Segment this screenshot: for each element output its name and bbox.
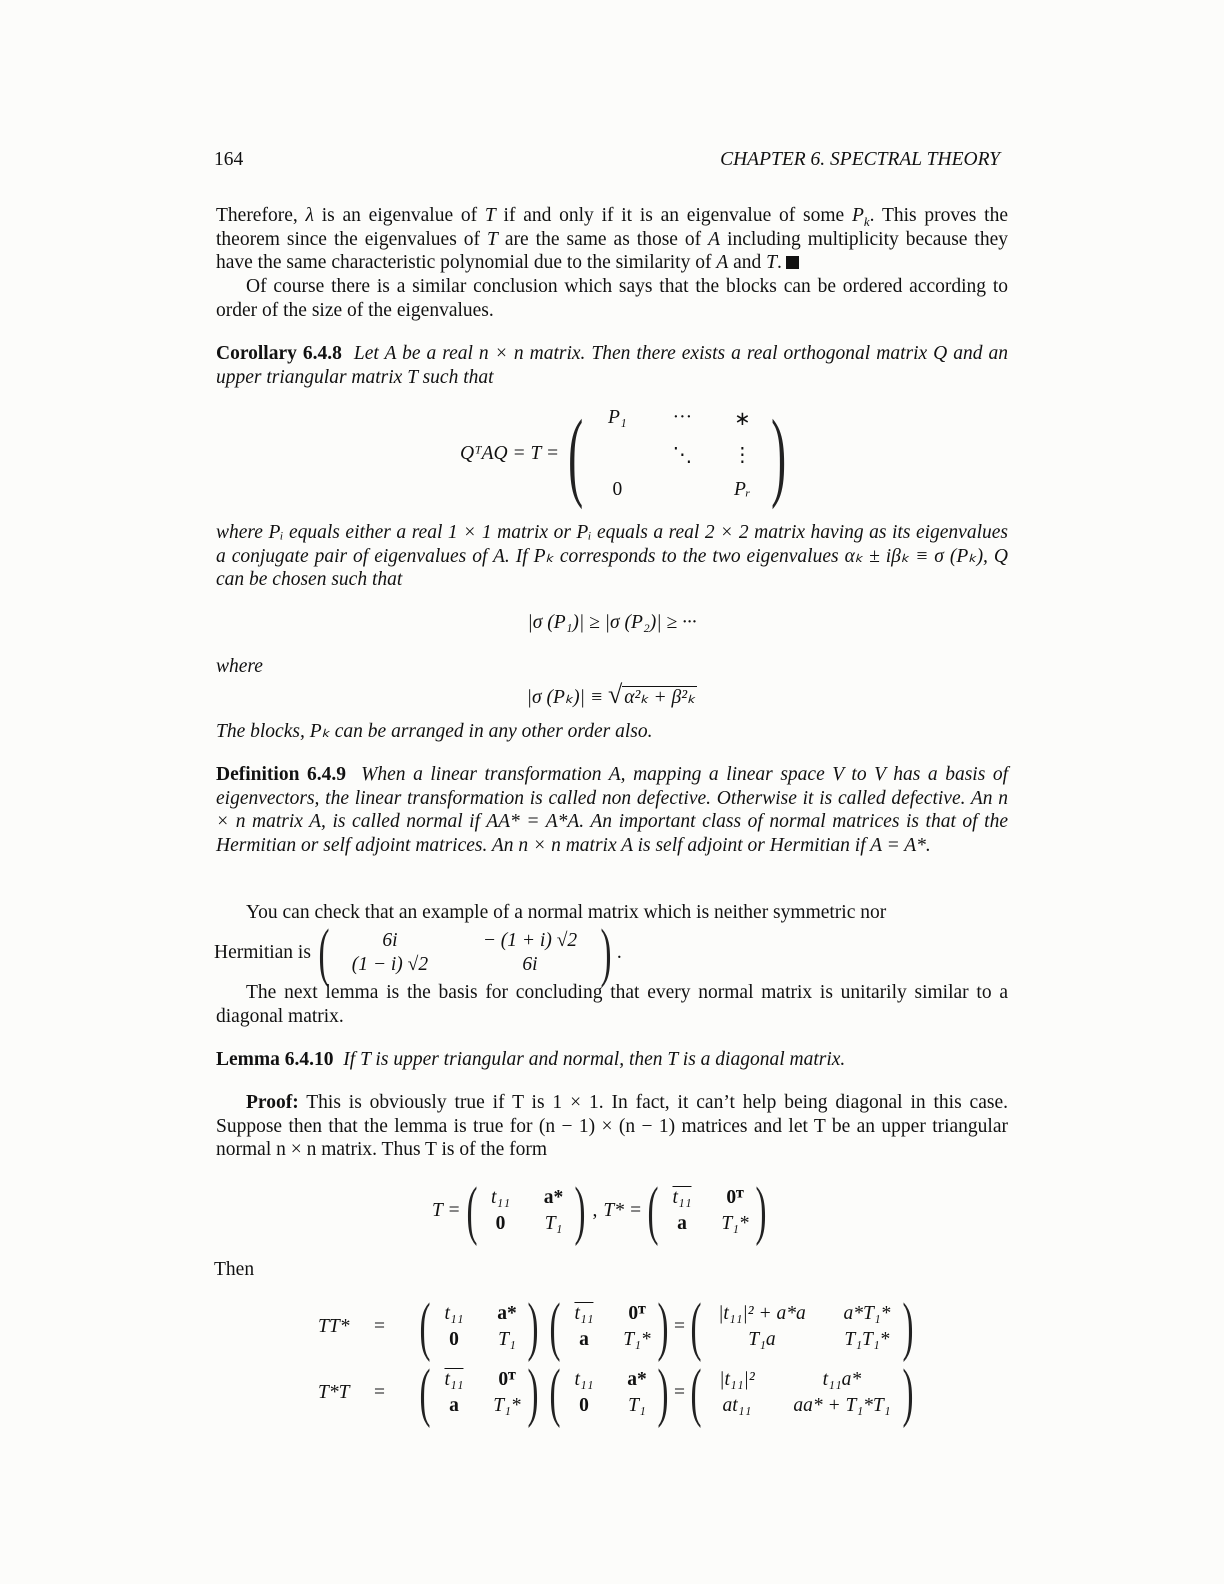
right-paren: ) [755, 1174, 767, 1247]
text: is an eigenvalue of [313, 205, 485, 226]
running-title: CHAPTER 6. SPECTRAL THEORY [720, 149, 1000, 170]
left-paren: ( [549, 1290, 561, 1363]
norm-equation [216, 680, 1008, 710]
matrix-cell: aa* + T₁*T₁ [793, 1395, 891, 1416]
TTstar-result-matrix [707, 1303, 897, 1351]
matrix-cell: a [579, 1329, 589, 1350]
text: Hermitian is [214, 942, 311, 963]
lemma-statement [216, 1048, 1008, 1072]
matrix-cell: 0 [612, 479, 623, 500]
matrix-cell: |t₁₁|² [719, 1369, 755, 1390]
text: and [728, 252, 767, 274]
matrix-cell: a [449, 1395, 459, 1416]
equals-sign: = [673, 1382, 685, 1403]
math-A: A [708, 228, 721, 250]
text: . [777, 252, 782, 274]
matrix-cell: T₁T₁* [844, 1329, 890, 1350]
intro-paragraph-2: Of course there is a similar conclusion which says that the blocks can be ordered according to order of the size of the eigenvalues. [216, 276, 1008, 321]
matrix-cell [662, 479, 702, 501]
example-matrix [335, 930, 595, 976]
matrix-cell: ⋮ [732, 445, 753, 466]
matrix-cell: T₁ [628, 1395, 646, 1416]
matrix-cell: 6i [522, 954, 538, 975]
matrix-cell: t₁₁a* [822, 1369, 862, 1390]
TTstar-equation [318, 1290, 919, 1363]
example-next: The next lemma is the basis for concluding that every normal matrix is unitarily similar to a diagonal matrix. [216, 982, 1008, 1027]
right-paren: ) [574, 1174, 586, 1247]
qed-square-icon [786, 256, 799, 269]
matrix-cell: T₁ [544, 1213, 563, 1234]
math-T: T [484, 205, 496, 226]
corollary-condition: where Pᵢ equals either a real 1 × 1 matrix or Pᵢ equals a real 2 × 2 matrix having as its eigenvalues a conjugate pair of eigenvalues of A. If Pₖ corresponds to the two eigenvalues αₖ ± iβₖ ≡ σ (Pₖ), Q can be chosen such that [216, 522, 1008, 591]
T-definition-equation: T = ( t₁₁ a* 0 T₁ ) , T* = ( t₁₁ 0ᵀ a T₁* ) [432, 1174, 767, 1247]
equals-sign: = [374, 1316, 385, 1337]
left-paren: ( [466, 1174, 478, 1247]
left-paren: ( [419, 1356, 431, 1429]
example-matrix-line [214, 916, 622, 989]
matrix-cell: t₁₁ [444, 1369, 464, 1390]
matrix-cell: a* [497, 1303, 517, 1324]
right-paren: ) [902, 1290, 914, 1363]
matrix-cell: T₁* [493, 1395, 521, 1416]
matrix-cell: − (1 + i) √2 [482, 930, 578, 951]
matrix-cell: T₁ [498, 1329, 516, 1350]
math-k: k [863, 213, 870, 229]
right-paren: ) [657, 1290, 669, 1363]
proof-paragraph [216, 1091, 1008, 1162]
math-T: T [766, 252, 778, 274]
matrix-cell: a [677, 1213, 687, 1234]
right-paren: ) [657, 1356, 669, 1429]
matrix-cell: T₁a [748, 1329, 776, 1350]
left-paren: ( [419, 1290, 431, 1363]
matrix-cell [592, 443, 642, 467]
right-paren: ) [527, 1356, 539, 1429]
ordering-equation: |σ (P₁)| ≥ |σ (P₂)| ≥ ··· [527, 612, 697, 633]
intro-paragraph [216, 204, 1008, 275]
right-paren: ) [902, 1356, 914, 1429]
definition-label: Definition 6.4.9 [216, 764, 346, 785]
matrix-cell: ⋱ [672, 445, 693, 466]
math-P: P [851, 205, 864, 226]
corollary-equation [460, 398, 796, 510]
matrix-cell: ∗ [734, 409, 751, 430]
norm-lhs: |σ (Pₖ)| ≡ [526, 687, 608, 708]
matrix-cell: 0 [495, 1213, 506, 1234]
text: including multiplicity because they have the same characteristic polynomial due to the similarity of [216, 228, 1008, 274]
sqrt-icon: √ [607, 680, 623, 709]
matrix-cell: 6i [382, 930, 398, 951]
text: are the same as those of [497, 228, 709, 250]
text: Therefore, [216, 205, 306, 226]
matrix-cell: t₁₁ [574, 1369, 594, 1390]
Tstar-matrix [436, 1369, 522, 1417]
TstarT-result-matrix [707, 1369, 897, 1417]
left-paren: ( [690, 1356, 702, 1429]
matrix-cell: a* [627, 1369, 647, 1390]
corollary-closing: The blocks, Pₖ can be arranged in any other order also. [216, 721, 653, 742]
math-A: A [716, 252, 729, 274]
then-label: Then [214, 1259, 255, 1280]
text: . This proves the theorem since the eigenvalues of [216, 205, 1008, 250]
TstarT-equation [318, 1356, 919, 1429]
matrix-cell: ··· [672, 407, 693, 428]
equation-lhs: T = [432, 1200, 461, 1221]
T-matrix [566, 1369, 652, 1417]
left-paren: ( [549, 1356, 561, 1429]
matrix-cell: (1 − i) √2 [351, 954, 429, 975]
lemma-text: If T is upper triangular and normal, then T is a diagonal matrix. [343, 1049, 846, 1070]
Tstar-matrix [664, 1187, 750, 1235]
left-paren: ( [568, 398, 584, 510]
matrix-cell: P₁ [608, 407, 627, 428]
definition-statement [216, 763, 1008, 858]
matrix-cell: t₁₁ [574, 1303, 594, 1324]
matrix-cell: 0ᵀ [628, 1303, 646, 1324]
lemma-label: Lemma 6.4.10 [216, 1049, 334, 1070]
equation-lhs: T* = [603, 1200, 643, 1221]
where-label: where [216, 656, 263, 677]
page-number: 164 [214, 149, 244, 170]
corollary-label: Corollary 6.4.8 [216, 343, 342, 364]
proof-text: This is obviously true if T is 1 × 1. In fact, it can’t help being diagonal in this case. Suppose then that the lemma is true for (n − 1) × (n − 1) matrices and let T be an upper triangular normal n × n matrix. Thus T is of the form [216, 1092, 1008, 1161]
corollary-text: Let A be a real n × n matrix. Then there exists a real orthogonal matrix Q and an upper triangular matrix T such that [216, 343, 1009, 388]
text: . [616, 942, 622, 963]
matrix-cell: t₁₁ [672, 1187, 692, 1208]
Tstar-matrix [566, 1303, 652, 1351]
right-paren: ) [527, 1290, 539, 1363]
math-T: T [487, 228, 498, 250]
matrix-cell: Pᵣ [734, 479, 751, 500]
corollary-statement [216, 342, 1008, 389]
left-paren: ( [318, 916, 330, 989]
equals-sign: = [374, 1382, 385, 1403]
matrix-cell: at₁₁ [722, 1395, 752, 1416]
T-matrix [436, 1303, 522, 1351]
equation-lhs: T*T [318, 1382, 350, 1403]
equation-lhs: QᵀAQ = T = [460, 443, 560, 464]
equals-sign: = [673, 1316, 685, 1337]
matrix-cell: a* [543, 1187, 564, 1208]
left-paren: ( [647, 1174, 659, 1247]
matrix-cell: 0ᵀ [726, 1187, 744, 1208]
matrix-cell: 0 [579, 1395, 589, 1416]
matrix-cell: t₁₁ [491, 1187, 510, 1208]
block-matrix [592, 407, 762, 501]
matrix-cell: T₁* [623, 1329, 651, 1350]
matrix-cell: a*T₁* [843, 1303, 891, 1324]
proof-label: Proof: [246, 1092, 299, 1113]
matrix-cell: 0ᵀ [498, 1369, 516, 1390]
matrix-cell: T₁* [721, 1213, 749, 1234]
matrix-cell: 0 [449, 1329, 459, 1350]
matrix-cell: |t₁₁|² + a*a [718, 1303, 806, 1324]
right-paren: ) [600, 916, 612, 989]
left-paren: ( [690, 1290, 702, 1363]
right-paren: ) [771, 398, 787, 510]
definition-text: When a linear transformation A, mapping a linear space V to V has a basis of eigenvectors, the linear transformation is called non defective. Otherwise it is called defective. An n × n matrix A, is called normal if AA* = A*A. An important class of normal matrices is that of the Hermitian or self adjoint matrices. An n × n matrix A is self adjoint or Hermitian if A = A*. [216, 764, 1009, 857]
text: if and only if it is an eigenvalue of some [495, 205, 852, 226]
math-lambda: λ [305, 205, 314, 226]
example-intro: You can check that an example of a normal matrix which is neither symmetric nor [246, 902, 887, 923]
norm-rhs: α²ₖ + β²ₖ [624, 687, 696, 708]
T-matrix [483, 1187, 569, 1235]
equation-lhs: TT* [318, 1316, 350, 1337]
matrix-cell: t₁₁ [444, 1303, 464, 1324]
